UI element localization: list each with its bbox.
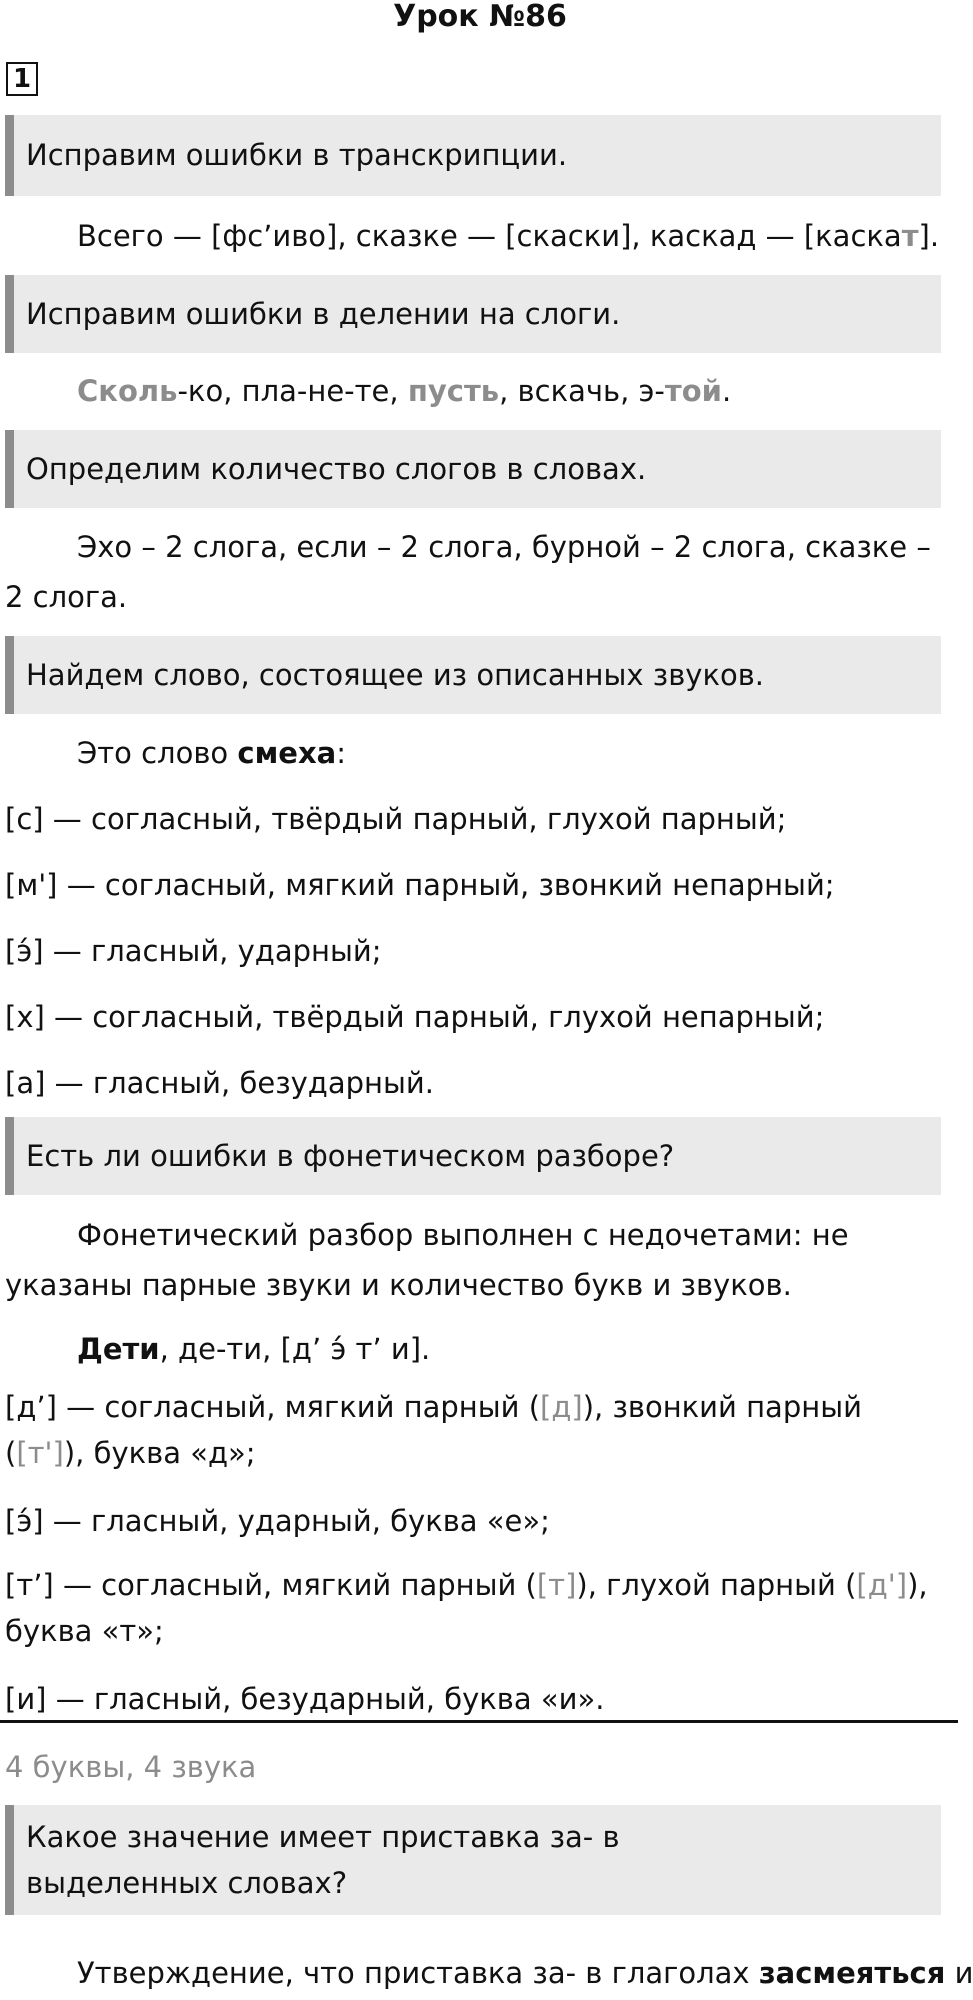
answer-text-end: . (721, 374, 732, 408)
answer-text-end: : (336, 736, 347, 770)
analysis-word-line (5, 1326, 945, 1372)
sound-line: [х] — согласный, твёрдый парный, глухой непарный; (5, 1000, 825, 1034)
sound-analysis-line (5, 1384, 935, 1476)
answer-prefix-meaning (5, 1950, 973, 1996)
question-text: Есть ли ошибки в фонетическом разборе? (26, 1138, 675, 1173)
analysis-transcription: , де-ти, [д’ э́ т’ и]. (159, 1332, 431, 1366)
sound-line: [э́] — гласный, ударный; (5, 934, 382, 968)
answer-word: засмеяться (758, 1956, 946, 1990)
analysis-text: ), буква «д»; (63, 1436, 256, 1470)
analysis-word: Дети (77, 1332, 160, 1366)
answer-text: Это слово (77, 736, 238, 770)
answer-syllables (5, 368, 945, 414)
analysis-text: [т’] — согласный, мягкий парный ( (5, 1568, 537, 1602)
answer-text: , вскачь, э- (499, 374, 665, 408)
answer-text: Всего — [фс’иво], сказке — [скаски], каскад — [каска (77, 219, 902, 253)
question-transcription (5, 115, 941, 196)
corrected-letter: т (901, 219, 919, 253)
sound-analysis-line: [и] — гласный, безударный, буква «и». (5, 1682, 605, 1716)
sound-line: [а] — гласный, безударный. (5, 1066, 434, 1100)
answer-text: -ко, пла-не-те, (177, 374, 408, 408)
pair-sound: [д] (540, 1390, 583, 1424)
question-prefix-meaning (5, 1805, 941, 1915)
question-text: Определим количество слогов в словах. (26, 451, 647, 486)
sound-line: [м'] — согласный, мягкий парный, звонкий непарный; (5, 868, 835, 902)
corrected-word: Сколь (77, 374, 178, 408)
pair-sound: [т] (536, 1568, 577, 1602)
pair-sound: [д'] (856, 1568, 908, 1602)
sound-line: [с] — согласный, твёрдый парный, глухой парный; (5, 802, 787, 836)
analysis-text: ), глухой парный ( (576, 1568, 857, 1602)
analysis-text: [д’] — согласный, мягкий парный ( (5, 1390, 541, 1424)
corrected-word: той (664, 374, 722, 408)
question-find-word (5, 636, 941, 714)
question-syllables (5, 275, 941, 353)
sound-analysis-line (5, 1562, 940, 1654)
corrected-word: пусть (407, 374, 500, 408)
task-number-box: 1 (6, 62, 38, 96)
pair-sound: [т'] (16, 1436, 64, 1470)
lesson-title: Урок №86 (393, 0, 567, 34)
answer-phonetic-errors: Фонетический разбор выполнен с недочетами: не указаны парные звуки и количество букв и звуков. (5, 1218, 849, 1302)
answer-word: смеха (237, 736, 337, 770)
answer-text: Утверждение, что приставка за- в глаголах (77, 1956, 759, 1990)
analysis-text: ), буква «т»; (5, 1568, 928, 1648)
question-phonetic-errors (5, 1117, 941, 1195)
answer-syllable-count: Эхо – 2 слога, если – 2 слога, бурной – 2 слога, сказке – 2 слога. (5, 530, 931, 614)
question-syllable-count (5, 430, 941, 508)
sound-analysis-line: [э́] — гласный, ударный, буква «е»; (5, 1504, 550, 1538)
answer-text-end: ]. (918, 219, 940, 253)
question-text: Исправим ошибки в транскрипции. (26, 138, 568, 172)
answer-text-end: и (945, 1956, 973, 1990)
letters-sounds-summary: 4 буквы, 4 звука (5, 1750, 257, 1784)
analysis-text: ), звонкий парный ( (5, 1390, 862, 1470)
answer-word-intro (5, 730, 945, 776)
divider (0, 1720, 958, 1723)
question-text: Какое значение имеет приставка за- в выделенных словах? (26, 1820, 620, 1900)
question-text: Исправим ошибки в делении на слоги. (26, 296, 621, 331)
question-text: Найдем слово, состоящее из описанных звуков. (26, 657, 765, 692)
answer-transcription (5, 213, 945, 259)
